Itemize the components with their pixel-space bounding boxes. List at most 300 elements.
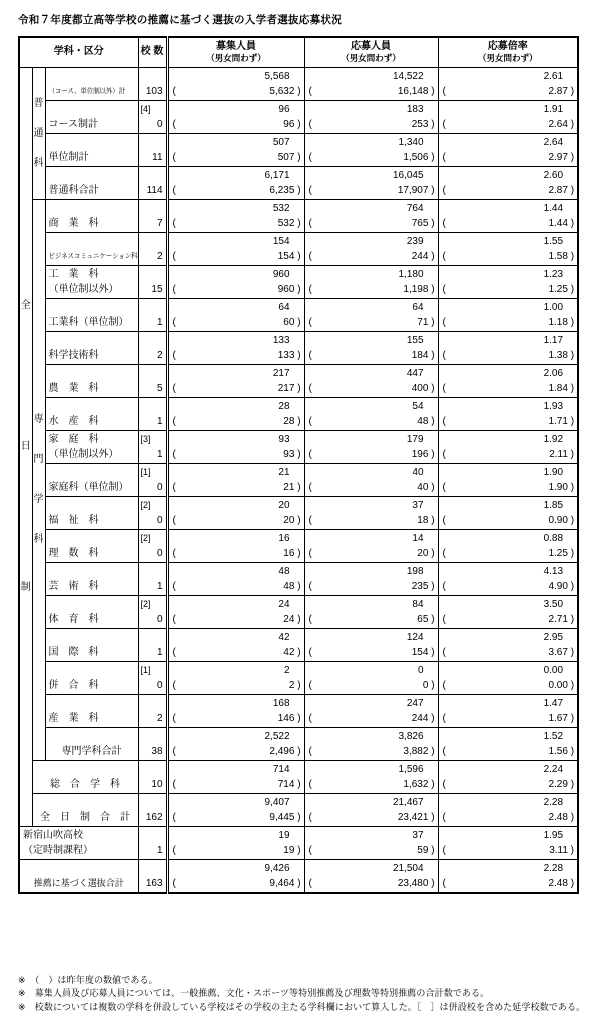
ratio-current: 4.13: [543, 565, 564, 577]
schools-cell: [138, 529, 167, 562]
table-row: [19, 232, 578, 265]
applicants-previous: 244 ): [411, 712, 435, 724]
applicants-current: 1,596: [398, 763, 424, 775]
schools-count: 2: [156, 349, 163, 361]
ratio-cell: [438, 595, 578, 628]
open-paren: (: [308, 184, 312, 196]
open-paren: (: [442, 514, 446, 526]
row-label: [45, 133, 138, 166]
applicants-previous: 3,882 ): [403, 745, 435, 757]
vertical-text: [33, 413, 45, 546]
recruit-previous: 28 ): [283, 415, 301, 427]
schools-count: 162: [145, 811, 163, 823]
schools-cell: [138, 364, 167, 397]
schools-cell: [138, 826, 167, 859]
row-label-line2: 農 業 科: [48, 382, 99, 394]
schools-count: 15: [151, 283, 163, 295]
table-row: [19, 793, 578, 826]
open-paren: (: [308, 283, 312, 295]
open-paren: (: [308, 151, 312, 163]
row-label-line2: （定時制課程）: [23, 844, 93, 856]
schools-count: 7: [156, 217, 163, 229]
recruit-cell: [167, 793, 304, 826]
ratio-current: 0.88: [543, 532, 564, 544]
ratio-current: 1.91: [543, 103, 564, 115]
recruit-cell: [167, 760, 304, 793]
open-paren: (: [172, 811, 176, 823]
applicants-cell: [304, 166, 438, 199]
recruit-cell: [167, 133, 304, 166]
applicants-cell: [304, 232, 438, 265]
recruit-previous: 714 ): [277, 778, 301, 790]
footnote: ※ 募集人員及び応募人員については、一般推薦、文化・スポーツ等特別推薦及び理数等特別推薦の合計数である。: [18, 988, 490, 998]
schools-cell: [138, 166, 167, 199]
recruit-current: 960: [272, 268, 290, 280]
open-paren: (: [442, 217, 446, 229]
ratio-previous: 1.18 ): [548, 316, 575, 328]
schools-count: 1: [156, 415, 163, 427]
ratio-cell: [438, 67, 578, 100]
recruit-cell: [167, 199, 304, 232]
ratio-current: 3.50: [543, 598, 564, 610]
schools-cell: [138, 265, 167, 298]
ratio-previous: 2.87 ): [548, 184, 575, 196]
open-paren: (: [172, 547, 176, 559]
recruit-cell: [167, 826, 304, 859]
applicants-current: 21,467: [392, 796, 424, 808]
schools-count: 5: [156, 382, 163, 394]
ratio-current: 1.92: [543, 433, 564, 445]
schools-cell: [138, 67, 167, 100]
recruit-previous: 532 ): [277, 217, 301, 229]
vertical-char: 制: [20, 582, 31, 593]
applicants-cell: [304, 265, 438, 298]
recruit-cell: [167, 298, 304, 331]
ratio-cell: [438, 760, 578, 793]
recruit-previous: 6,235 ): [269, 184, 301, 196]
recruit-cell: [167, 859, 304, 893]
vertical-char: 通: [33, 127, 44, 139]
group-label-senmon: [32, 199, 45, 760]
row-label: [45, 100, 138, 133]
schools-count: 1: [156, 448, 163, 460]
row-label: [45, 496, 138, 529]
table-row: [19, 859, 578, 893]
open-paren: (: [442, 712, 446, 724]
row-label-line2: 併 合 科: [48, 679, 99, 691]
recruit-current: 2: [283, 664, 290, 676]
applicants-previous: 40 ): [417, 481, 435, 493]
recruit-previous: 9,445 ): [269, 811, 301, 823]
table-row: [19, 100, 578, 133]
row-label: [32, 760, 138, 793]
ratio-previous: 1.71 ): [548, 415, 575, 427]
open-paren: (: [172, 679, 176, 691]
table-row: [19, 133, 578, 166]
open-paren: (: [308, 877, 312, 889]
row-label: [45, 727, 138, 760]
row-label-line2: 理 数 科: [48, 547, 99, 559]
ratio-cell: [438, 265, 578, 298]
open-paren: (: [308, 613, 312, 625]
recruit-cell: [167, 331, 304, 364]
ratio-cell: [438, 133, 578, 166]
recruit-current: 28: [278, 400, 290, 412]
ratio-current: 1.93: [543, 400, 564, 412]
open-paren: (: [172, 382, 176, 394]
ratio-cell: [438, 397, 578, 430]
open-paren: (: [308, 85, 312, 97]
open-paren: (: [442, 151, 446, 163]
schools-cell: [138, 694, 167, 727]
open-paren: (: [172, 415, 176, 427]
recruit-current: 21: [278, 466, 290, 478]
ratio-cell: [438, 100, 578, 133]
row-label: [45, 232, 138, 265]
schools-count: 1: [156, 844, 163, 856]
recruit-previous: 146 ): [277, 712, 301, 724]
row-label: [19, 859, 138, 893]
open-paren: (: [308, 778, 312, 790]
schools-count: 0: [156, 679, 163, 691]
table-row: [19, 661, 578, 694]
open-paren: (: [172, 481, 176, 493]
open-paren: (: [442, 778, 446, 790]
header-row: [19, 37, 578, 67]
recruit-previous: 48 ): [283, 580, 301, 592]
row-label-line2: 単位制計: [48, 151, 89, 163]
applicants-cell: [304, 628, 438, 661]
row-label-line2: ビジネスコミュニケーション科: [48, 252, 138, 260]
footnote: ※ （ ）は昨年度の数値である。: [18, 974, 158, 985]
ratio-current: 1.55: [543, 235, 564, 247]
open-paren: (: [442, 184, 446, 196]
recruit-previous: 21 ): [283, 481, 301, 493]
table-row: [19, 199, 578, 232]
open-paren: (: [172, 646, 176, 658]
applicants-previous: 23,480 ): [397, 877, 435, 889]
applicants-current: 40: [412, 466, 424, 478]
open-paren: (: [442, 679, 446, 691]
ratio-current: 2.95: [543, 631, 564, 643]
open-paren: (: [308, 712, 312, 724]
row-label: [45, 265, 138, 298]
ratio-previous: 3.67 ): [548, 646, 575, 658]
open-paren: (: [442, 349, 446, 361]
ratio-previous: 0.90 ): [548, 514, 575, 526]
applicants-previous: 18 ): [417, 514, 435, 526]
open-paren: (: [442, 250, 446, 262]
recruit-current: 93: [278, 433, 290, 445]
row-label-line2: コース制計: [48, 118, 98, 130]
applicants-cell: [304, 760, 438, 793]
recruit-current: 6,171: [264, 169, 290, 181]
recruit-current: 154: [272, 235, 290, 247]
table-row: [19, 430, 578, 463]
recruit-current: 9,407: [264, 796, 290, 808]
applicants-current: 1,180: [398, 268, 424, 280]
recruit-cell: [167, 628, 304, 661]
applicants-cell: [304, 529, 438, 562]
applicants-cell: [304, 331, 438, 364]
applicants-previous: 17,907 ): [397, 184, 435, 196]
ratio-cell: [438, 628, 578, 661]
applicants-cell: [304, 793, 438, 826]
vertical-text: [33, 97, 45, 170]
ratio-current: 2.28: [543, 796, 564, 808]
ratio-previous: 2.87 ): [548, 85, 575, 97]
open-paren: (: [442, 481, 446, 493]
applicants-previous: 0 ): [422, 679, 435, 691]
row-label: [45, 595, 138, 628]
admissions-table: [18, 36, 579, 894]
table-row: [19, 760, 578, 793]
applicants-previous: 765 ): [411, 217, 435, 229]
schools-cell: [138, 595, 167, 628]
applicants-current: 183: [406, 103, 424, 115]
recruit-cell: [167, 529, 304, 562]
ratio-previous: 1.44 ): [548, 217, 575, 229]
schools-cell: [138, 100, 167, 133]
applicants-cell: [304, 199, 438, 232]
table-row: [19, 67, 578, 100]
open-paren: (: [308, 382, 312, 394]
recruit-previous: 9,464 ): [269, 877, 301, 889]
table-row: [19, 826, 578, 859]
schools-bracket: [1]: [140, 664, 151, 675]
row-label-line1: 家 庭 科: [48, 433, 99, 445]
ratio-current: 1.44: [543, 202, 564, 214]
open-paren: (: [172, 250, 176, 262]
header-ratio-main: 応募倍率: [487, 40, 528, 52]
ratio-previous: 1.84 ): [548, 382, 575, 394]
recruit-current: 42: [278, 631, 290, 643]
ratio-previous: 2.48 ): [548, 877, 575, 889]
table-row: [19, 595, 578, 628]
recruit-previous: 5,632 ): [269, 85, 301, 97]
schools-cell: [138, 727, 167, 760]
row-label: [45, 397, 138, 430]
row-label-line2: 普通科合計: [48, 184, 99, 196]
row-label: [45, 529, 138, 562]
row-label: [45, 562, 138, 595]
applicants-previous: 184 ): [411, 349, 435, 361]
schools-count: 38: [151, 745, 163, 757]
row-label-line2: 全 日 制 合 計: [40, 811, 131, 823]
schools-count: 1: [156, 580, 163, 592]
table-row: [19, 529, 578, 562]
applicants-previous: 71 ): [417, 316, 435, 328]
applicants-cell: [304, 430, 438, 463]
recruit-current: 133: [272, 334, 290, 346]
applicants-previous: 1,632 ): [403, 778, 435, 790]
open-paren: (: [308, 316, 312, 328]
table-row: [19, 397, 578, 430]
recruit-cell: [167, 100, 304, 133]
open-paren: (: [172, 184, 176, 196]
header-schools: 校 数: [138, 37, 167, 67]
applicants-current: 247: [406, 697, 424, 709]
schools-cell: [138, 298, 167, 331]
ratio-previous: 2.97 ): [548, 151, 575, 163]
recruit-current: 532: [272, 202, 290, 214]
schools-cell: [138, 760, 167, 793]
schools-cell: [138, 463, 167, 496]
applicants-current: 0: [417, 664, 424, 676]
applicants-cell: [304, 397, 438, 430]
open-paren: (: [442, 382, 446, 394]
vertical-char: 日: [20, 441, 31, 452]
applicants-cell: [304, 133, 438, 166]
open-paren: (: [308, 349, 312, 361]
applicants-current: 124: [406, 631, 424, 643]
ratio-cell: [438, 529, 578, 562]
vertical-char: 学: [33, 494, 44, 505]
vertical-char: 普: [33, 97, 44, 109]
open-paren: (: [308, 547, 312, 559]
ratio-cell: [438, 694, 578, 727]
open-paren: (: [172, 745, 176, 757]
ratio-current: 1.23: [543, 268, 564, 280]
row-label-line2: 家庭科（単位制）: [48, 481, 129, 493]
open-paren: (: [308, 250, 312, 262]
open-paren: (: [442, 283, 446, 295]
row-label-line2: 工業科（単位制）: [48, 316, 129, 328]
header-recruit: [167, 37, 304, 67]
open-paren: (: [308, 580, 312, 592]
schools-count: 11: [152, 151, 163, 163]
applicants-current: 198: [406, 565, 424, 577]
applicants-previous: 65 ): [417, 613, 435, 625]
open-paren: (: [172, 778, 176, 790]
recruit-current: 19: [278, 829, 290, 841]
recruit-previous: 42 ): [283, 646, 301, 658]
recruit-current: 20: [278, 499, 290, 511]
open-paren: (: [172, 580, 176, 592]
schools-bracket: [2]: [140, 499, 151, 510]
open-paren: (: [442, 844, 446, 856]
header-applicants: [304, 37, 438, 67]
recruit-cell: [167, 562, 304, 595]
schools-cell: [138, 496, 167, 529]
schools-count: 1: [156, 316, 163, 328]
open-paren: (: [442, 580, 446, 592]
open-paren: (: [308, 481, 312, 493]
open-paren: (: [172, 877, 176, 889]
ratio-previous: 1.38 ): [548, 349, 575, 361]
ratio-previous: 1.58 ): [548, 250, 575, 262]
open-paren: (: [442, 811, 446, 823]
header-ratio-sub: （男女問わず）: [478, 52, 538, 63]
open-paren: (: [308, 217, 312, 229]
open-paren: (: [442, 646, 446, 658]
open-paren: (: [442, 448, 446, 460]
row-label: [45, 67, 138, 100]
table-row: [19, 364, 578, 397]
ratio-current: 2.61: [543, 70, 564, 82]
schools-cell: [138, 397, 167, 430]
open-paren: (: [172, 514, 176, 526]
applicants-cell: [304, 562, 438, 595]
open-paren: (: [172, 844, 176, 856]
schools-cell: [138, 232, 167, 265]
ratio-current: 1.47: [543, 697, 564, 709]
ratio-previous: 2.48 ): [548, 811, 575, 823]
ratio-cell: [438, 298, 578, 331]
ratio-current: 0.00: [543, 664, 564, 676]
recruit-current: 24: [278, 598, 290, 610]
recruit-previous: 93 ): [283, 448, 301, 460]
table-body: [19, 67, 578, 893]
header-dept: 学科・区分: [19, 37, 138, 67]
recruit-previous: 24 ): [283, 613, 301, 625]
applicants-current: 1,340: [398, 136, 424, 148]
recruit-previous: 20 ): [283, 514, 301, 526]
open-paren: (: [172, 118, 176, 130]
recruit-previous: 217 ): [277, 382, 301, 394]
schools-count: 0: [156, 547, 163, 559]
recruit-previous: 960 ): [277, 283, 301, 295]
applicants-cell: [304, 826, 438, 859]
open-paren: (: [308, 448, 312, 460]
vertical-char: 全: [20, 300, 31, 311]
ratio-cell: [438, 727, 578, 760]
row-label-line2: （単位制以外）: [48, 448, 119, 460]
ratio-previous: 2.29 ): [548, 778, 575, 790]
applicants-cell: [304, 298, 438, 331]
applicants-previous: 235 ): [411, 580, 435, 592]
row-label-line2: 産 業 科: [48, 712, 99, 724]
recruit-current: 217: [272, 367, 290, 379]
row-label: [32, 793, 138, 826]
ratio-current: 2.24: [543, 763, 564, 775]
ratio-current: 2.28: [543, 862, 564, 874]
open-paren: (: [172, 283, 176, 295]
recruit-cell: [167, 166, 304, 199]
ratio-cell: [438, 562, 578, 595]
recruit-current: 64: [278, 301, 290, 313]
vertical-char: 専: [33, 414, 44, 425]
header-applicants-main: 応募人員: [351, 40, 392, 52]
schools-cell: [138, 793, 167, 826]
applicants-previous: 253 ): [411, 118, 435, 130]
recruit-cell: [167, 496, 304, 529]
ratio-current: 2.64: [543, 136, 564, 148]
open-paren: (: [308, 118, 312, 130]
recruit-cell: [167, 265, 304, 298]
recruit-previous: 2,496 ): [269, 745, 301, 757]
table-row: [19, 694, 578, 727]
applicants-current: 84: [412, 598, 424, 610]
schools-bracket: [4]: [140, 103, 151, 114]
ratio-current: 1.00: [543, 301, 564, 313]
recruit-previous: 154 ): [277, 250, 301, 262]
applicants-cell: [304, 859, 438, 893]
open-paren: (: [308, 811, 312, 823]
recruit-current: 9,426: [264, 862, 290, 874]
schools-count: 10: [151, 778, 163, 790]
row-label: [45, 463, 138, 496]
ratio-cell: [438, 199, 578, 232]
schools-cell: [138, 199, 167, 232]
table-row: [19, 298, 578, 331]
row-label-line2: 福 祉 科: [48, 514, 99, 526]
applicants-cell: [304, 100, 438, 133]
schools-cell: [138, 331, 167, 364]
ratio-current: 1.95: [543, 829, 564, 841]
row-label-line1: 新宿山吹高校: [23, 829, 83, 841]
open-paren: (: [442, 745, 446, 757]
